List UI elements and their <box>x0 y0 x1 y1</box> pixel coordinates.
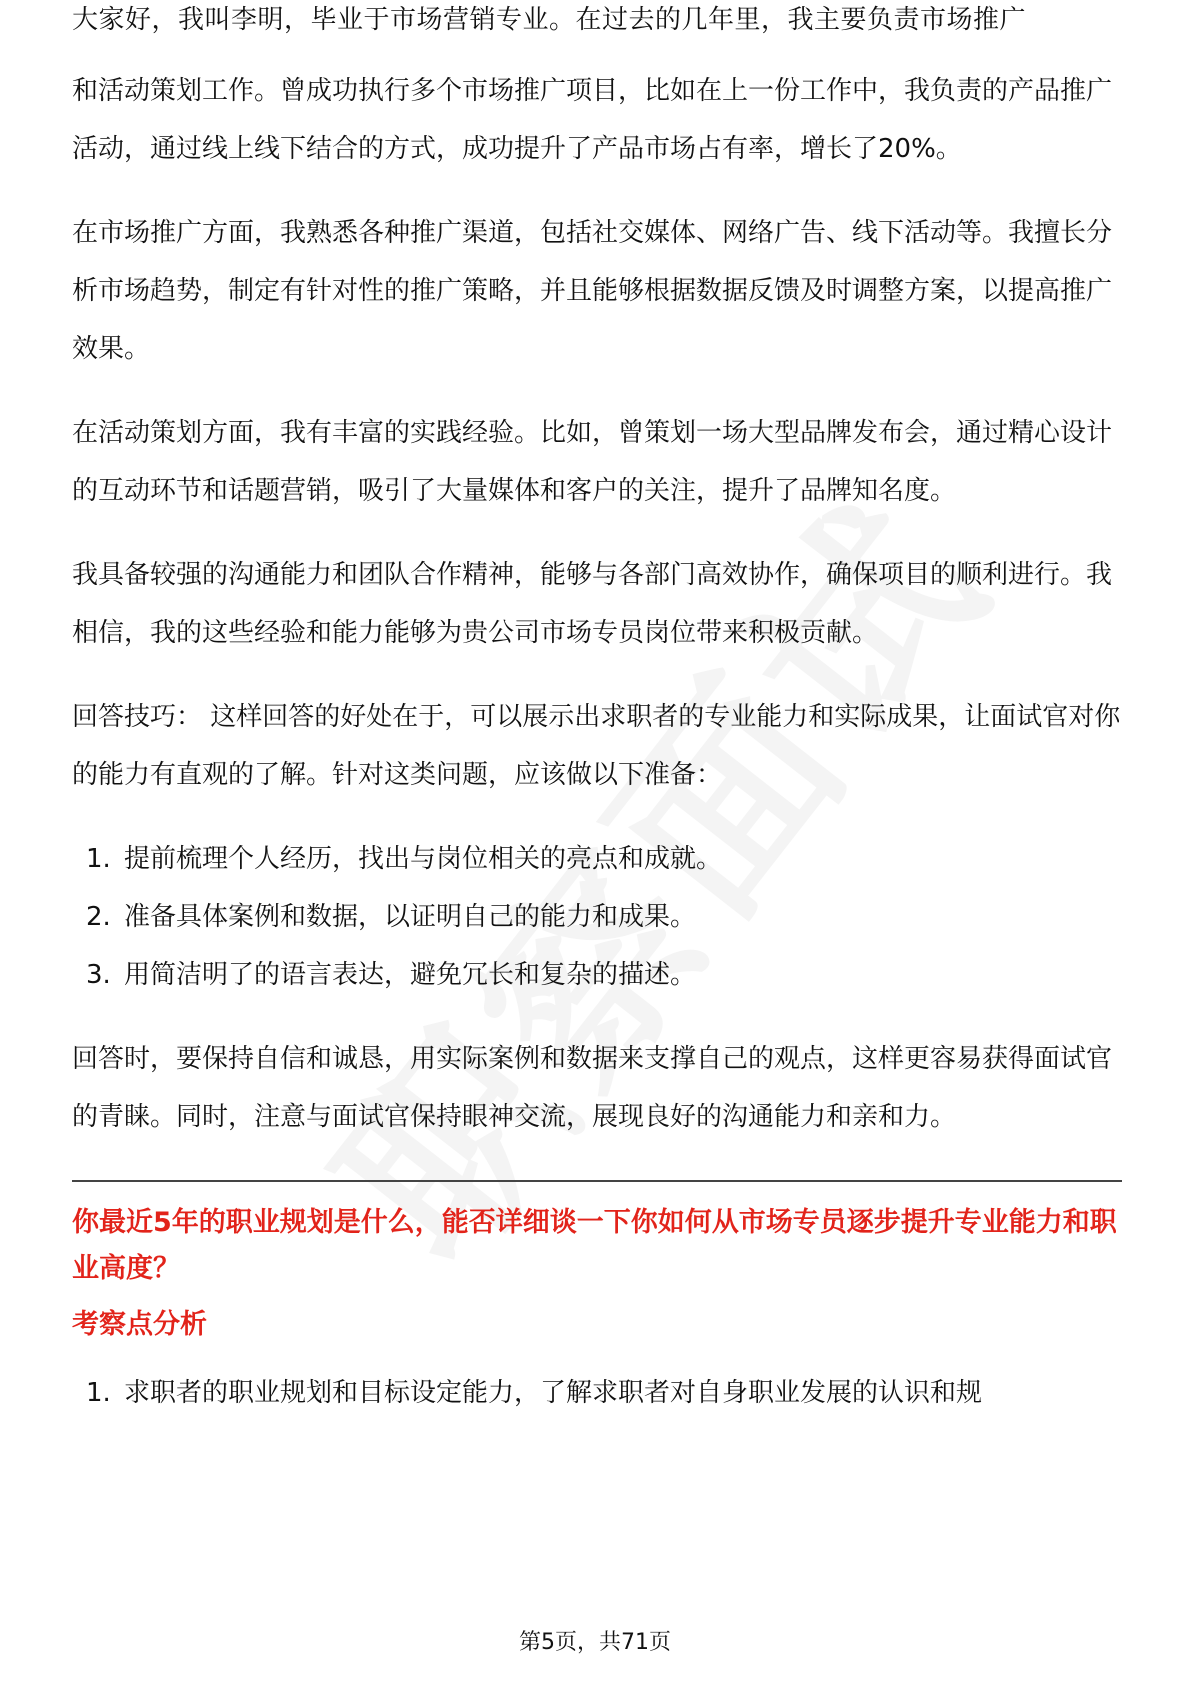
list-item-text: 提前梳理个人经历，找出与岗位相关的亮点和成就。 <box>124 844 723 874</box>
question-heading: 你最近5年的职业规划是什么，能否详细谈一下你如何从市场专员逐步提升专业能力和职业高度？ <box>72 1207 1117 1284</box>
list-item-number: 1. <box>86 1378 111 1408</box>
section-divider <box>72 1180 1122 1182</box>
list-item-number: 3. <box>86 960 111 990</box>
intro-paragraph: 和活动策划工作。曾成功执行多个市场推广项目，比如在上一份工作中，我负责的产品推广活动，通过线上线下结合的方式，成功提升了产品市场占有率，增长了20%。 <box>72 76 1113 164</box>
cut-off-top-line <box>72 5 1122 52</box>
list-item <box>72 830 1122 888</box>
analysis-heading: 考察点分析 <box>72 1309 207 1340</box>
teamwork-paragraph: 我具备较强的沟通能力和团队合作精神，能够与各部门高效协作，确保项目的顺利进行。我相信，我的这些经验和能力能够为贵公司市场专员岗位带来积极贡献。 <box>72 560 1113 648</box>
page-number: 第5页，共71页 <box>519 1630 671 1655</box>
answer-tips-paragraph: 回答技巧： 这样回答的好处在于，可以展示出求职者的专业能力和实际成果，让面试官对你的能力有直观的了解。针对这类问题，应该做以下准备： <box>72 702 1121 790</box>
list-item-text: 求职者的职业规划和目标设定能力，了解求职者对自身职业发展的认识和规 <box>124 1378 983 1408</box>
tips-list <box>72 830 1122 1004</box>
analysis-list <box>72 1364 1122 1422</box>
list-item-text: 用简洁明了的语言表达，避免冗长和复杂的描述。 <box>124 960 697 990</box>
list-item-number: 1. <box>86 844 111 874</box>
list-item <box>72 888 1122 946</box>
page-content <box>72 5 1122 1448</box>
promotion-paragraph: 在市场推广方面，我熟悉各种推广渠道，包括社交媒体、网络广告、线下活动等。我擅长分析市场趋势，制定有针对性的推广策略，并且能够根据数据反馈及时调整方案，以提高推广效果。 <box>72 218 1113 364</box>
list-item-text: 准备具体案例和数据，以证明自己的能力和成果。 <box>124 902 697 932</box>
list-item-number: 2. <box>86 902 111 932</box>
event-planning-paragraph: 在活动策划方面，我有丰富的实践经验。比如，曾策划一场大型品牌发布会，通过精心设计的互动环节和话题营销，吸引了大量媒体和客户的关注，提升了品牌知名度。 <box>72 418 1113 506</box>
list-item <box>72 946 1122 1004</box>
list-item <box>72 1364 1122 1422</box>
cut-off-top-line-text: 大家好，我叫李明，毕业于市场营销专业。在过去的几年里，我主要负责市场推广 <box>72 5 1027 35</box>
closing-paragraph: 回答时，要保持自信和诚恳，用实际案例和数据来支撑自己的观点，这样更容易获得面试官的青睐。同时，注意与面试官保持眼神交流，展现良好的沟通能力和亲和力。 <box>72 1044 1113 1132</box>
